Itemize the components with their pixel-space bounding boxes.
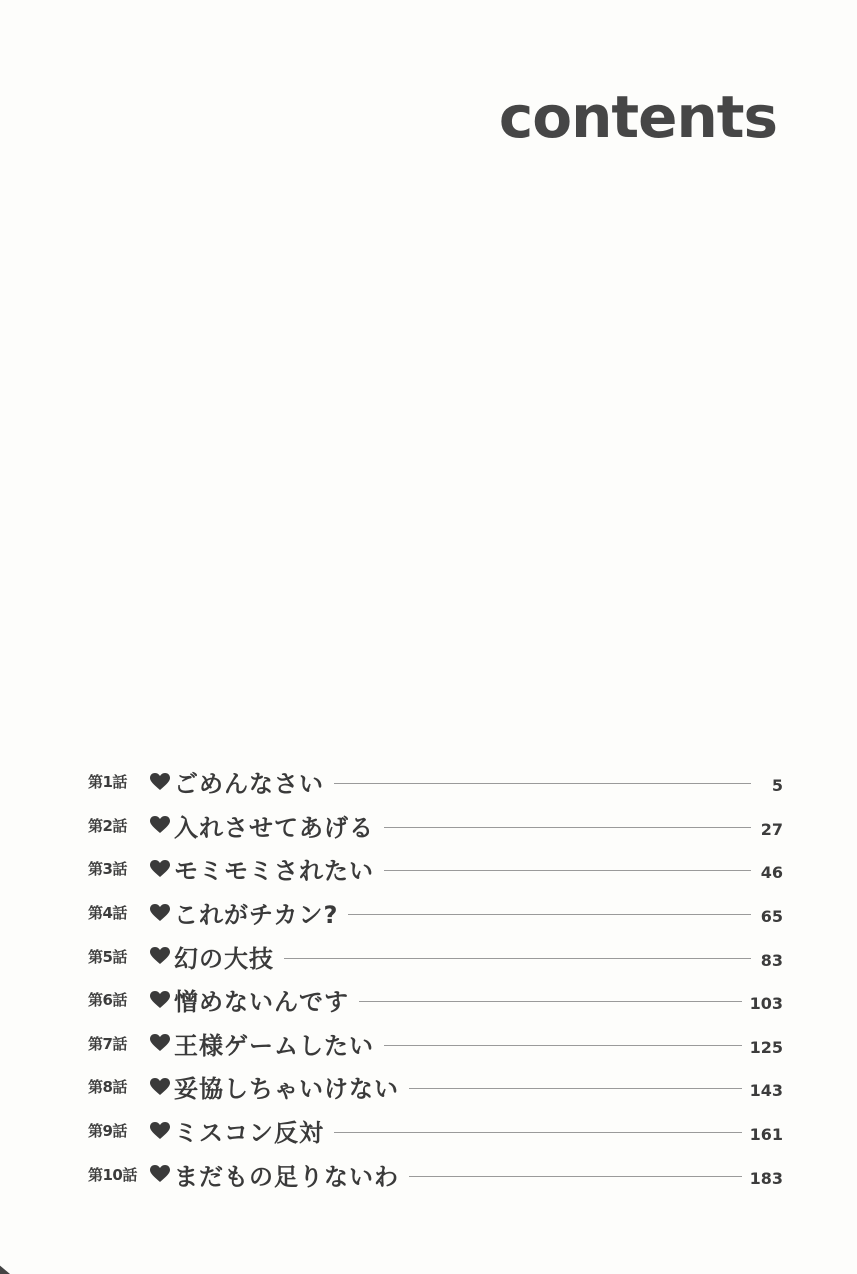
chapter-number: 第6話	[88, 991, 127, 1010]
chapter-title: 入れさせてあげる	[174, 813, 374, 842]
toc-entry[interactable]	[88, 760, 783, 804]
leader-line	[409, 1176, 742, 1177]
chapter-title: これがチカン?	[174, 901, 339, 930]
page-number: 46	[760, 863, 783, 883]
page-number: 5	[771, 776, 783, 796]
chapter-number: 第5話	[88, 947, 127, 966]
chapter-number: 第3話	[88, 860, 127, 879]
leader-line	[334, 783, 751, 784]
chapter-number: 第1話	[88, 773, 127, 792]
chapter-number: 第9話	[88, 1122, 127, 1141]
toc-entry[interactable]	[88, 804, 783, 848]
chapter-number: 第7話	[88, 1034, 127, 1053]
leader-line	[384, 870, 751, 871]
chapter-number: 第10話	[88, 1165, 137, 1184]
chapter-title: 王様ゲームしたい	[174, 1031, 374, 1060]
chapter-title: ごめんなさい	[174, 770, 324, 799]
heart-icon	[150, 903, 174, 923]
heart-icon	[150, 1164, 174, 1184]
corner-mark	[0, 1260, 10, 1274]
page-number: 83	[760, 950, 783, 970]
heart-icon	[150, 990, 174, 1010]
toc-entry[interactable]	[88, 1022, 783, 1066]
heart-icon	[150, 1077, 174, 1097]
chapter-title: 憎めないんです	[174, 988, 349, 1017]
leader-line	[384, 1045, 742, 1046]
chapter-title: まだもの足りないわ	[174, 1162, 399, 1191]
heart-icon	[150, 815, 174, 835]
toc-entry[interactable]	[88, 891, 783, 935]
heart-icon	[150, 946, 174, 966]
chapter-title: ミスコン反対	[174, 1119, 324, 1148]
chapter-title: 幻の大技	[174, 944, 274, 973]
chapter-number: 第8話	[88, 1078, 127, 1097]
toc-entry[interactable]	[88, 847, 783, 891]
table-of-contents	[88, 760, 783, 1196]
toc-entry[interactable]	[88, 1152, 783, 1196]
page-number: 183	[749, 1168, 783, 1188]
leader-line	[348, 914, 751, 915]
leader-line	[284, 958, 751, 959]
leader-line	[334, 1132, 742, 1133]
page-number: 103	[749, 994, 783, 1014]
leader-line	[409, 1088, 742, 1089]
toc-entry[interactable]	[88, 1109, 783, 1153]
page-number: 27	[760, 819, 783, 839]
heart-icon	[150, 1121, 174, 1141]
page-number: 65	[760, 907, 783, 927]
leader-line	[384, 827, 751, 828]
page-number: 125	[749, 1037, 783, 1057]
leader-line	[359, 1001, 742, 1002]
heart-icon	[150, 772, 174, 792]
chapter-title: 妥協しちゃいけない	[174, 1075, 399, 1104]
page-number: 161	[749, 1125, 783, 1145]
heart-icon	[150, 1033, 174, 1053]
page-number: 143	[749, 1081, 783, 1101]
page-title: contents	[498, 83, 777, 151]
toc-entry[interactable]	[88, 934, 783, 978]
chapter-title: モミモミされたい	[174, 857, 374, 886]
chapter-number: 第4話	[88, 904, 127, 923]
heart-icon	[150, 859, 174, 879]
toc-entry[interactable]	[88, 978, 783, 1022]
chapter-number: 第2話	[88, 816, 127, 835]
toc-entry[interactable]	[88, 1065, 783, 1109]
